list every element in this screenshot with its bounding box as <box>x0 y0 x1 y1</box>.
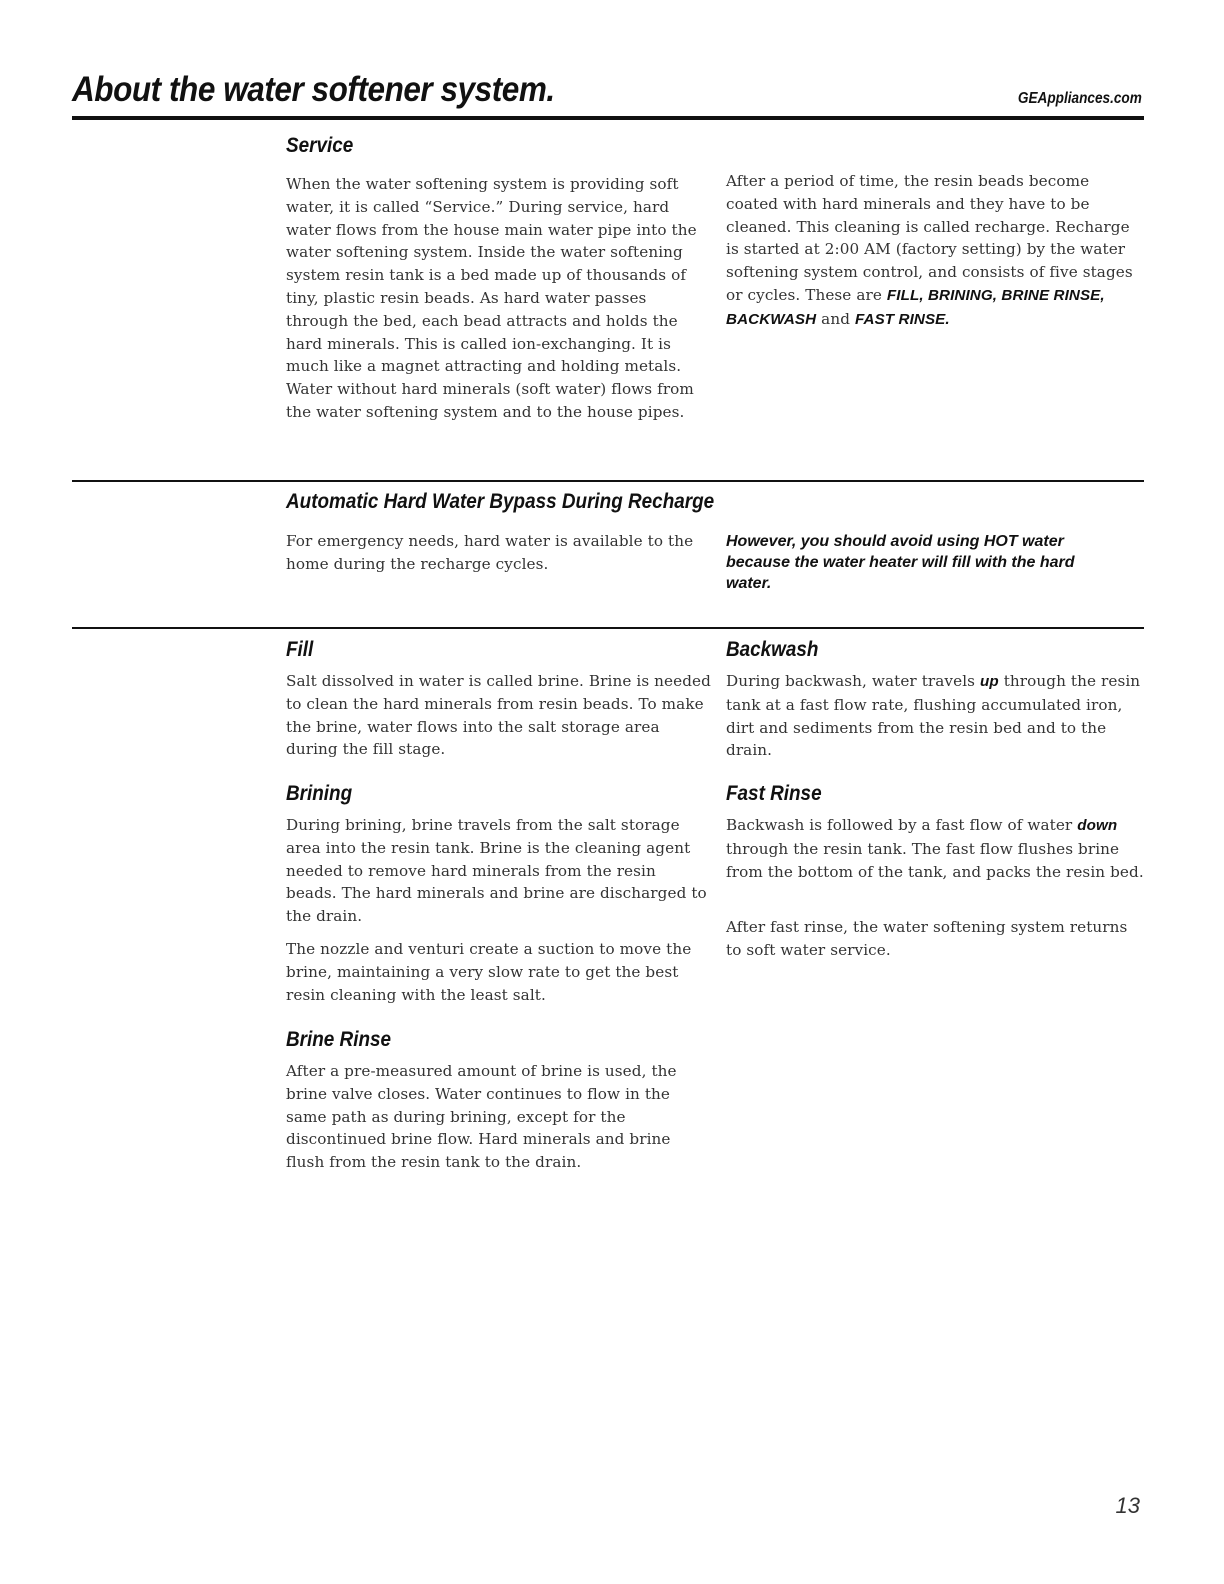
brining-text: During brining, brine travels from the salt storage area into the resin tank. Brine is the cleaning agent needed to remove hard minerals from the resin beads. The hard minerals and brine are discharged to the drain. <box>286 816 707 926</box>
section-divider <box>72 480 1144 482</box>
backwash-text: During backwash, water travels up through the resin tank at a fast flow rate, flushing accumulated iron, dirt and sediments from the resin bed and to the drain. <box>726 672 1141 760</box>
backwash-heading: Backwash <box>726 638 819 661</box>
fast-rinse-heading: Fast Rinse <box>726 782 822 805</box>
bypass-heading: Automatic Hard Water Bypass During Recharge <box>286 490 715 513</box>
website-label: GEAppliances.com <box>1018 90 1142 107</box>
service-heading: Service <box>286 134 354 157</box>
section-divider <box>72 627 1144 629</box>
bypass-left-text: For emergency needs, hard water is available to the home during the recharge cycles. <box>286 532 694 573</box>
brine-rinse-text: After a pre-measured amount of brine is used, the brine valve closes. Water continues to flow in the same path as during brining, except for the discontinued brine flow. Hard minerals and brine flush from the resin tank to the drain. <box>286 1062 677 1172</box>
fast-rinse-emphasis: FAST RINSE. <box>854 310 950 328</box>
page-title: About the water softener system. <box>72 70 555 109</box>
brining-text-2: The nozzle and venturi create a suction to move the brine, maintaining a very slow rate to get the best resin cleaning with the least salt. <box>286 940 692 1004</box>
bypass-warning-text: However, you should avoid using HOT water because the water heater will fill with the hard water. <box>726 533 1075 592</box>
recharge-stages-emphasis: FILL, BRINING, BRINE RINSE, BACKWASH <box>726 286 1105 328</box>
fill-heading: Fill <box>286 638 314 661</box>
service-right-text: After a period of time, the resin beads become coated with hard minerals and they have to be cleaned. This cleaning is called recharge. Recharge is started at 2:00 AM (factory setting) by the water softening system control, and consists of five stages or cycles. These are FILL, BRINING, BRINE RINSE, BACKWASH and FAST RINSE. <box>726 172 1133 328</box>
brining-heading: Brining <box>286 782 353 805</box>
page-number: 13 <box>1115 1493 1140 1518</box>
fast-rinse-text-2: After fast rinse, the water softening system returns to soft water service. <box>726 918 1128 959</box>
brine-rinse-heading: Brine Rinse <box>286 1028 392 1051</box>
fill-text: Salt dissolved in water is called brine. Brine is needed to clean the hard minerals from resin beads. To make the brine, water flows into the salt storage area during the fill stage. <box>286 672 711 759</box>
down-emphasis: down <box>1077 817 1118 834</box>
service-left-text: When the water softening system is providing soft water, it is called “Service.” During service, hard water flows from the house main water pipe into the water softening system. Inside the water softening system resin tank is a bed made up of thousands of tiny, plastic resin beads. As hard water passes through the bed, each bead attracts and holds the hard minerals. This is called ion-exchanging. It is much like a magnet attracting and holding metals. Water without hard minerals (soft water) flows from the water softening system and to the house pipes. <box>286 175 697 421</box>
up-emphasis: up <box>980 673 999 690</box>
header-rule <box>72 116 1144 120</box>
fast-rinse-text: Backwash is followed by a fast flow of water down through the resin tank. The fast flow flushes brine from the bottom of the tank, and packs the resin bed. <box>726 816 1144 881</box>
